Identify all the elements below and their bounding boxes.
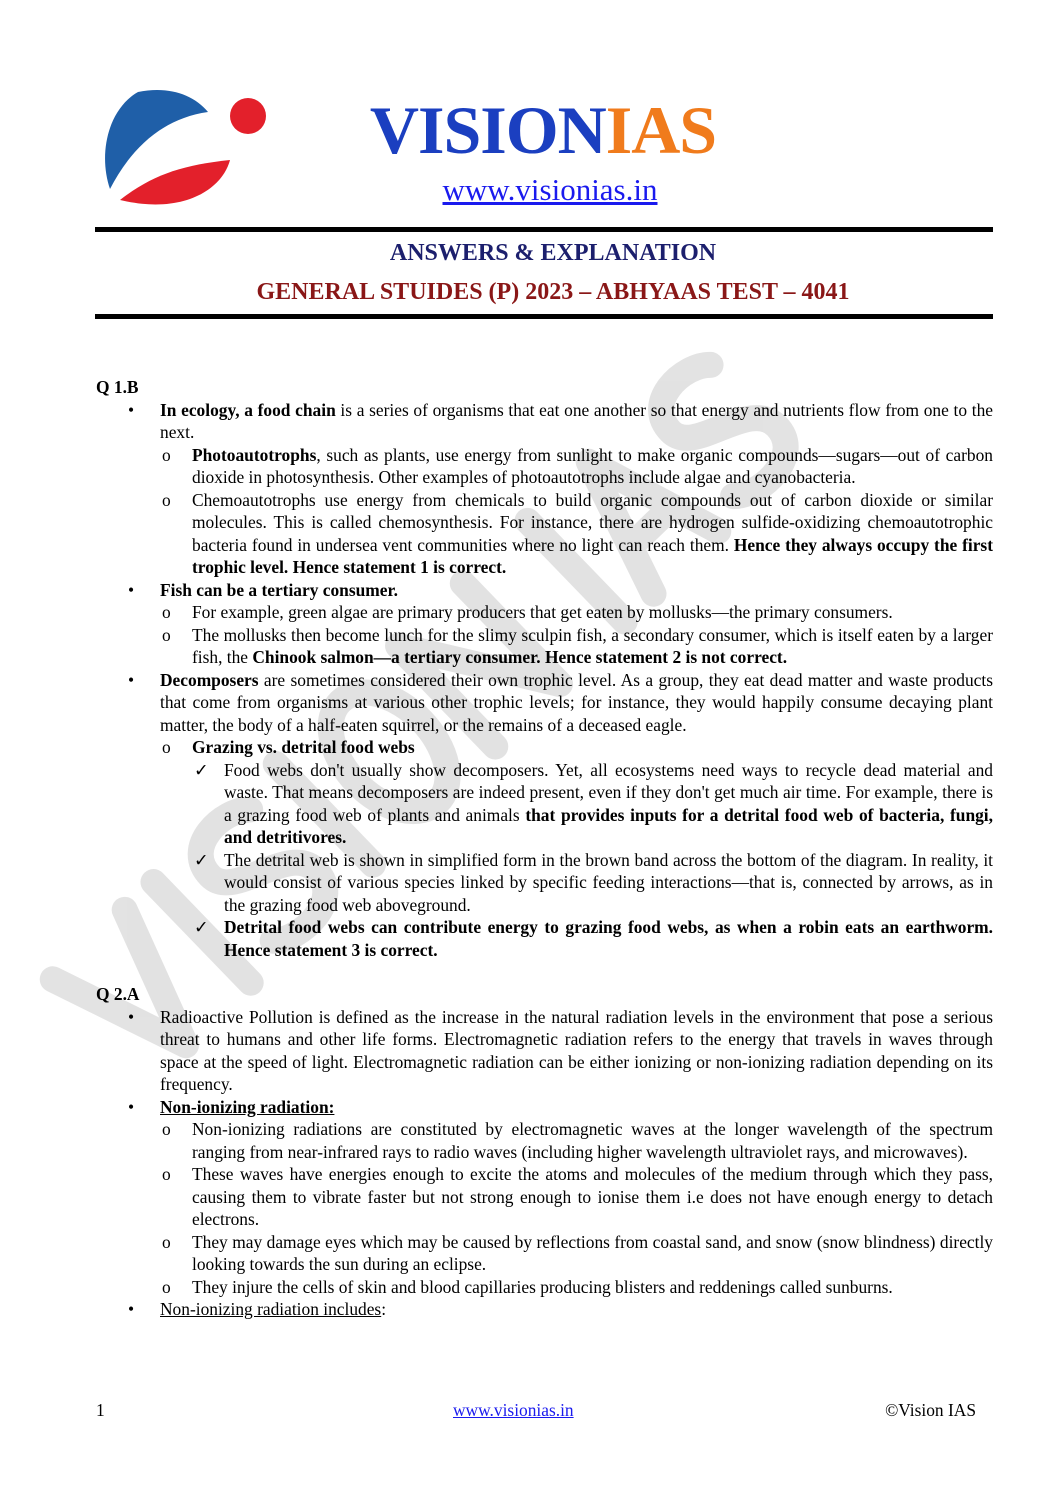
bullet-marker: •: [128, 579, 135, 600]
check-item: [194, 759, 993, 849]
text-run: Non-ionizing radiation:: [160, 1096, 335, 1117]
sub-bullet-item: [162, 1276, 993, 1299]
sub-bullet-item: [162, 736, 993, 759]
text-run: Detrital food webs can contribute energy to grazing food webs, as when a robin eats an earthworm. Hence statement 3 is correct.: [224, 917, 993, 960]
question-label: Q 1.B: [96, 377, 139, 397]
question-label: Q 2.A: [96, 984, 140, 1004]
text-run: are sometimes considered their own trophic level. As a group, they eat dead matter and waste products that come from organisms at various other trophic levels; for instance, they would happily consume decaying plant matter, the body of a half-eaten squirrel, or the remains of a deceased eagle.: [160, 669, 993, 735]
text-run: Chinook salmon—a tertiary consumer. Hence statement 2 is not correct.: [252, 647, 788, 667]
text-run: Photoautotrophs: [192, 444, 317, 465]
text-run: that provides inputs for a detrital food web of bacteria, fungi, and detritivores.: [224, 804, 993, 847]
bullet-item: [128, 1006, 993, 1096]
bullet-item: [128, 1298, 993, 1321]
bullet-marker: •: [128, 1299, 135, 1319]
sub-bullet-item: [162, 624, 993, 669]
header-url-link[interactable]: www.visionias.in: [442, 172, 658, 207]
copyright: ©Vision IAS: [885, 1400, 976, 1420]
bullet-marker: o: [162, 1164, 171, 1184]
bullet-item: [128, 669, 993, 737]
checkmark-icon: ✓: [194, 759, 209, 780]
sub-bullet-item: [162, 489, 993, 579]
header-rule-top: [95, 227, 993, 232]
document-subtitle: GENERAL STUIDES (P) 2023 – ABHYAAS TEST – 4041: [256, 279, 850, 305]
answers-content: [96, 376, 993, 1321]
brand-vision: VISION: [369, 92, 606, 168]
text-run: Fish can be a tertiary consumer.: [160, 579, 398, 600]
bullet-marker: o: [162, 1276, 171, 1297]
text-run: Non-ionizing radiation includes: [160, 1299, 382, 1319]
text-run: The detrital web is shown in simplified form in the brown band across the bottom of the diagram. In reality, it would consist of various species linked by specific feeding interactions—that is, connected by arrows, as in the grazing food web aboveground.: [224, 849, 993, 915]
text-run: Radioactive Pollution is defined as the increase in the natural radiation levels in the environment that pose a serious threat to humans and other life forms. Electromagnetic radiation refers to the energy that travels in waves through space at the speed of light. Electromagnetic radiation can be either ionizing or non-ionizing radiation depending on its frequency.: [160, 1006, 993, 1094]
page-number: 1: [96, 1400, 105, 1420]
bullet-marker: •: [128, 1006, 135, 1027]
bullet-marker: o: [162, 624, 171, 645]
sub-bullet-item: [162, 1231, 993, 1276]
bullet-marker: o: [162, 1119, 171, 1139]
sub-bullet-item: [162, 444, 993, 489]
text-run: They may damage eyes which may be caused by reflections from coastal sand, and snow (snow blindness) directly looking towards the sun during an eclipse.: [192, 1231, 993, 1274]
bullet-marker: o: [162, 1231, 171, 1252]
bullet-marker: o: [162, 444, 171, 465]
text-run: :: [381, 1299, 387, 1319]
text-run: Chemoautotrophs use energy from chemicals to build organic compounds out of carbon dioxide or similar molecules. This is called chemosynthesis. For instance, there are hydrogen sulfide-oxidizing chemoautotrophic bacteria found in undersea vent communities where no light can reach them.: [192, 489, 993, 555]
spacer: [96, 961, 993, 983]
check-item: [194, 849, 993, 917]
sub-bullet-item: [162, 1118, 993, 1163]
brand-ias: IAS: [605, 92, 717, 168]
text-run: Hence they always occupy the first trophic level. Hence statement 1 is correct.: [192, 534, 993, 577]
text-run: They injure the cells of skin and blood capillaries producing blisters and reddenings called sunburns.: [192, 1276, 893, 1297]
sub-bullet-item: [162, 601, 993, 624]
footer-url-link[interactable]: www.visionias.in: [453, 1400, 574, 1420]
text-run: In ecology, a food chain: [160, 399, 336, 420]
text-run: Grazing vs. detrital food webs: [192, 737, 415, 757]
header-rule-bottom: [95, 314, 993, 319]
text-run: , such as plants, use energy from sunlight to make organic compounds—sugars—out of carbon dioxide in photosynthesis. Other examples of photoautotrophs include algae and cyanobacteria.: [192, 444, 993, 487]
brand-name: [0, 92, 1058, 168]
text-run: For example, green algae are primary producers that get eaten by mollusks—the primary consumers.: [192, 602, 893, 622]
text-run: The mollusks then become lunch for the slimy sculpin fish, a secondary consumer, which is itself eaten by a larger fish, the: [192, 624, 993, 667]
bullet-marker: •: [128, 399, 135, 420]
text-run: Decomposers: [160, 669, 259, 690]
checkmark-icon: ✓: [194, 917, 209, 937]
bullet-marker: o: [162, 602, 171, 622]
sub-bullet-item: [162, 1163, 993, 1231]
document-title: ANSWERS & EXPLANATION: [389, 240, 717, 266]
bullet-item: [128, 579, 993, 602]
bullet-marker: •: [128, 1096, 135, 1117]
bullet-marker: o: [162, 737, 171, 757]
text-run: Food webs don't usually show decomposers. Yet, all ecosystems need ways to recycle dead material and waste. That means decomposers are indeed present, even if they don't get much air time. For example, there is a grazing food web of plants and animals: [224, 759, 993, 825]
text-run: These waves have energies enough to excite the atoms and molecules of the medium through which they pass, causing them to vibrate faster but not strong enough to ionise them i.e does not have enough energy to detach electrons.: [192, 1164, 993, 1229]
check-item: [194, 916, 993, 961]
bullet-marker: •: [128, 669, 135, 690]
checkmark-icon: ✓: [194, 849, 209, 870]
bullet-marker: o: [162, 489, 171, 510]
bullet-item: [128, 399, 993, 444]
text-run: is a series of organisms that eat one another so that energy and nutrients flow from one to the next.: [160, 399, 993, 442]
bullet-item: [128, 1096, 993, 1119]
text-run: Non-ionizing radiations are constituted by electromagnetic waves at the longer wavelength of the spectrum ranging from near-infrared rays to radio waves (including higher wavelength ultraviolet rays, and microwaves).: [192, 1119, 993, 1162]
